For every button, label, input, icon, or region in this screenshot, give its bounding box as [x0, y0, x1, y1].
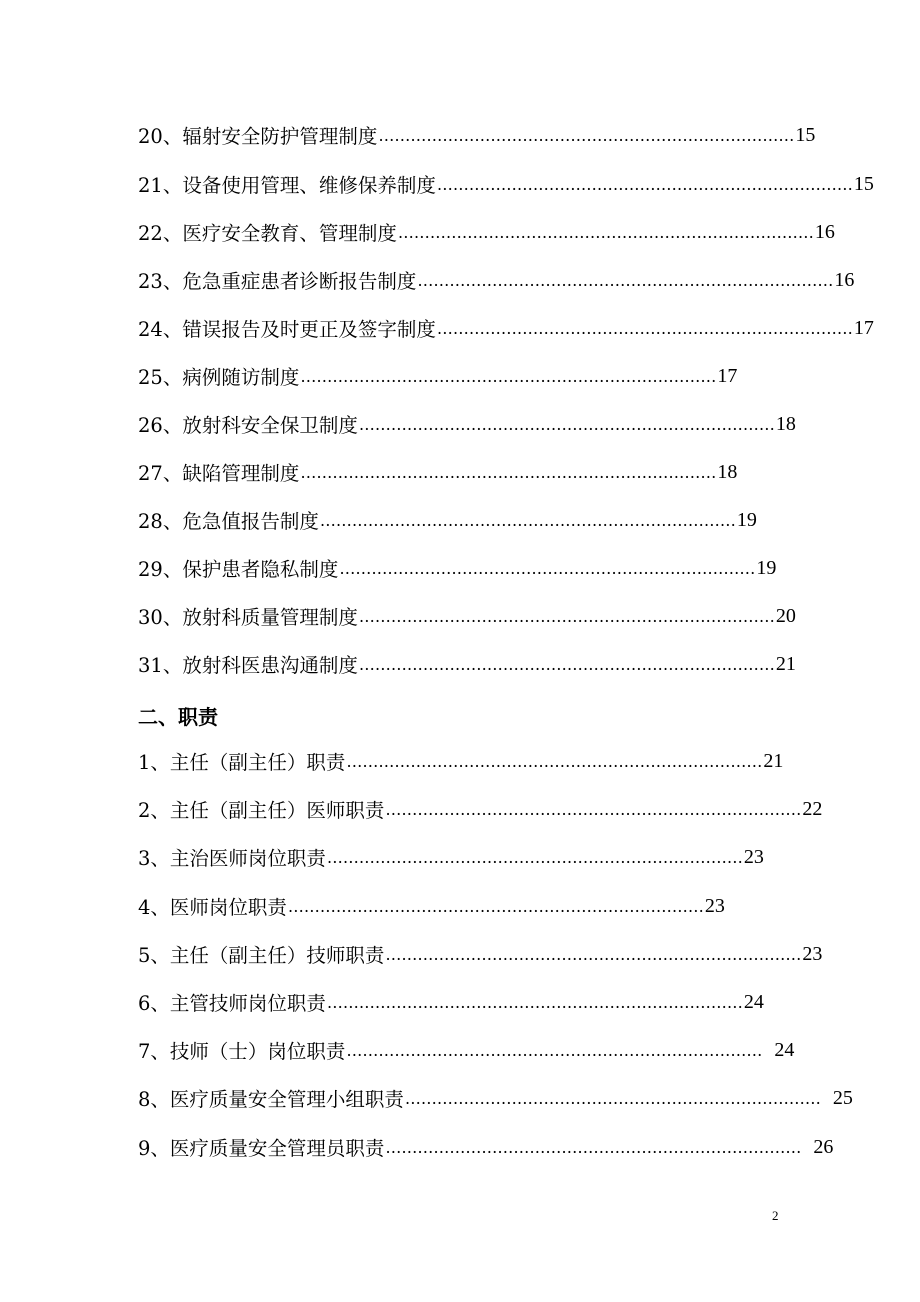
- toc-entry-label: 31、放射科医患沟通制度: [138, 654, 358, 677]
- toc-entry-page: 21: [775, 652, 796, 675]
- toc-entry-page: 19: [736, 508, 757, 531]
- toc-entry-duty-4[interactable]: [138, 891, 725, 921]
- toc-entry-label: 29、保护患者隐私制度: [138, 558, 339, 581]
- toc-entry-23[interactable]: [138, 265, 855, 295]
- dot-leader: ……………………………………………………………………: [300, 366, 717, 386]
- toc-entry-duty-6[interactable]: [138, 987, 764, 1017]
- toc-entry-page: 25: [832, 1086, 853, 1109]
- toc-entry-label: 8、医疗质量安全管理小组职责: [138, 1088, 404, 1111]
- toc-entry-page: 23: [802, 942, 823, 965]
- dot-leader: ……………………………………………………………………: [385, 1137, 802, 1157]
- toc-entry-27[interactable]: [138, 457, 738, 487]
- toc-entry-page: 23: [743, 845, 764, 868]
- toc-entry-page: 18: [775, 412, 796, 435]
- toc-entry-label: 4、医师岗位职责: [138, 896, 287, 919]
- toc-entry-duty-8[interactable]: [138, 1083, 853, 1113]
- toc-entry-duty-1[interactable]: [138, 746, 784, 776]
- toc-entry-page: 17: [853, 316, 874, 339]
- toc-entry-25[interactable]: [138, 361, 738, 391]
- dot-leader: ……………………………………………………………………: [385, 944, 802, 964]
- toc-entry-page: 16: [814, 220, 835, 243]
- toc-entry-duty-9[interactable]: [138, 1132, 834, 1162]
- toc-entry-26[interactable]: [138, 409, 796, 439]
- dot-leader: ……………………………………………………………………: [339, 558, 756, 578]
- toc-entry-24[interactable]: [138, 313, 874, 343]
- dot-leader: ……………………………………………………………………: [300, 462, 717, 482]
- toc-entry-30[interactable]: [138, 601, 796, 631]
- dot-leader: ……………………………………………………………………: [287, 896, 704, 916]
- toc-entry-label: 24、错误报告及时更正及签字制度: [138, 318, 436, 341]
- toc-entry-page: 16: [834, 268, 855, 291]
- dot-leader: ……………………………………………………………………: [346, 1040, 763, 1060]
- toc-entry-label: 6、主管技师岗位职责: [138, 992, 326, 1015]
- dot-leader: ……………………………………………………………………: [358, 654, 775, 674]
- toc-entry-label: 9、医疗质量安全管理员职责: [138, 1137, 385, 1160]
- toc-entry-duty-3[interactable]: [138, 842, 764, 872]
- toc-entry-page: 22: [802, 797, 823, 820]
- dot-leader: ……………………………………………………………………: [385, 799, 802, 819]
- toc-entry-22[interactable]: [138, 217, 835, 247]
- toc-entry-page: 15: [795, 123, 816, 146]
- toc-entry-label: 7、技师（士）岗位职责: [138, 1040, 346, 1063]
- toc-entry-label: 27、缺陷管理制度: [138, 462, 300, 485]
- toc-entry-page: 21: [763, 749, 784, 772]
- dot-leader: ……………………………………………………………………: [397, 222, 814, 242]
- toc-entry-page: 24: [743, 990, 764, 1013]
- section-heading: 二、职责: [138, 705, 218, 729]
- dot-leader: ……………………………………………………………………: [436, 318, 853, 338]
- toc-entry-31[interactable]: [138, 649, 796, 679]
- toc-entry-label: 25、病例随访制度: [138, 366, 300, 389]
- dot-leader: ……………………………………………………………………: [404, 1088, 821, 1108]
- toc-entry-page: 18: [717, 460, 738, 483]
- dot-leader: ……………………………………………………………………: [358, 414, 775, 434]
- dot-leader: ……………………………………………………………………: [378, 125, 795, 145]
- toc-entry-duty-2[interactable]: [138, 794, 823, 824]
- toc-entry-label: 22、医疗安全教育、管理制度: [138, 222, 397, 245]
- toc-entry-page: 19: [756, 556, 777, 579]
- dot-leader: ……………………………………………………………………: [326, 847, 743, 867]
- toc-entry-29[interactable]: [138, 553, 777, 583]
- toc-entry-20[interactable]: [138, 120, 816, 150]
- dot-leader: ……………………………………………………………………: [417, 270, 834, 290]
- toc-entry-label: 28、危急值报告制度: [138, 510, 319, 533]
- toc-entry-page: 23: [704, 894, 725, 917]
- toc-entry-28[interactable]: [138, 505, 757, 535]
- toc-entry-page: 26: [813, 1135, 834, 1158]
- toc-entry-page: 17: [717, 364, 738, 387]
- toc-entry-label: 1、主任（副主任）职责: [138, 751, 346, 774]
- toc-entry-label: 5、主任（副主任）技师职责: [138, 944, 385, 967]
- toc-entry-page: 20: [775, 604, 796, 627]
- toc-entry-label: 2、主任（副主任）医师职责: [138, 799, 385, 822]
- page-number: 2: [772, 1208, 779, 1223]
- toc-entry-label: 20、辐射安全防护管理制度: [138, 125, 378, 148]
- toc-entry-page: 24: [774, 1038, 795, 1061]
- toc-entry-21[interactable]: [138, 169, 874, 199]
- toc-entry-label: 3、主治医师岗位职责: [138, 847, 326, 870]
- dot-leader: ……………………………………………………………………: [319, 510, 736, 530]
- dot-leader: ……………………………………………………………………: [358, 606, 775, 626]
- dot-leader: ……………………………………………………………………: [436, 174, 853, 194]
- dot-leader: ……………………………………………………………………: [346, 751, 763, 771]
- toc-entry-duty-7[interactable]: [138, 1035, 795, 1065]
- toc-entry-label: 26、放射科安全保卫制度: [138, 414, 358, 437]
- toc-entry-duty-5[interactable]: [138, 939, 823, 969]
- toc-entry-label: 21、设备使用管理、维修保养制度: [138, 174, 436, 197]
- toc-entry-label: 23、危急重症患者诊断报告制度: [138, 270, 417, 293]
- dot-leader: ……………………………………………………………………: [326, 992, 743, 1012]
- toc-entry-page: 15: [853, 172, 874, 195]
- toc-entry-label: 30、放射科质量管理制度: [138, 606, 358, 629]
